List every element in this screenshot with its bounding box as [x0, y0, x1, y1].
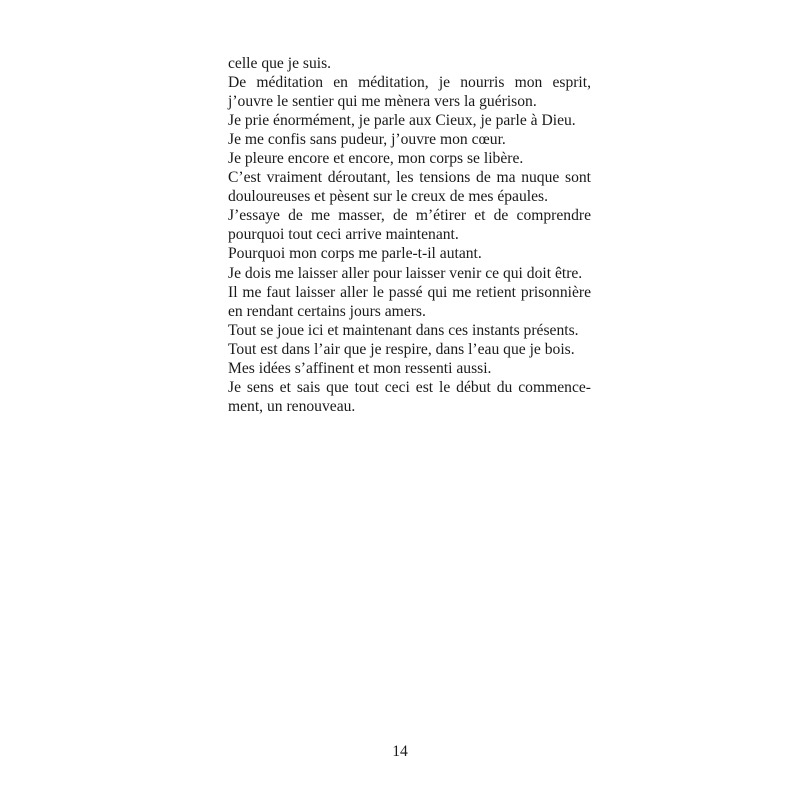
body-text: [228, 54, 591, 416]
text-line: De méditation en méditation, je nourris mon esprit,: [228, 74, 591, 92]
text-line: Mes idées s’affinent et mon ressenti aussi.: [228, 359, 492, 377]
page-number: 14: [392, 743, 408, 760]
text-line: j’ouvre le sentier qui me mènera vers la guérison.: [228, 93, 537, 111]
text-line: Je me confis sans pudeur, j’ouvre mon cœur.: [228, 131, 506, 149]
text-line: Tout se joue ici et maintenant dans ces instants présents.: [228, 321, 579, 339]
text-line: ment, un renouveau.: [228, 397, 356, 415]
text-line: Je sens et sais que tout ceci est le début du commence-: [228, 378, 591, 396]
text-line: Pourquoi mon corps me parle-t-il autant.: [228, 245, 482, 263]
text-line: celle que je suis.: [228, 55, 332, 72]
text-line: en rendant certains jours amers.: [228, 302, 426, 320]
text-line: Je pleure encore et encore, mon corps se libère.: [228, 150, 524, 168]
text-line: Je prie énormément, je parle aux Cieux, je parle à Dieu.: [228, 112, 576, 130]
text-line: Il me faut laisser aller le passé qui me retient prisonnière: [228, 283, 591, 301]
text-line: douloureuses et pèsent sur le creux de mes épaules.: [228, 188, 548, 206]
text-line: pourquoi tout ceci arrive maintenant.: [228, 226, 459, 244]
text-line: Tout est dans l’air que je respire, dans l’eau que je bois.: [228, 340, 575, 358]
text-line: C’est vraiment déroutant, les tensions de ma nuque sont: [228, 169, 591, 187]
text-line: J’essaye de me masser, de m’étirer et de comprendre: [228, 207, 591, 225]
text-line: Je dois me laisser aller pour laisser venir ce qui doit être.: [228, 264, 583, 282]
